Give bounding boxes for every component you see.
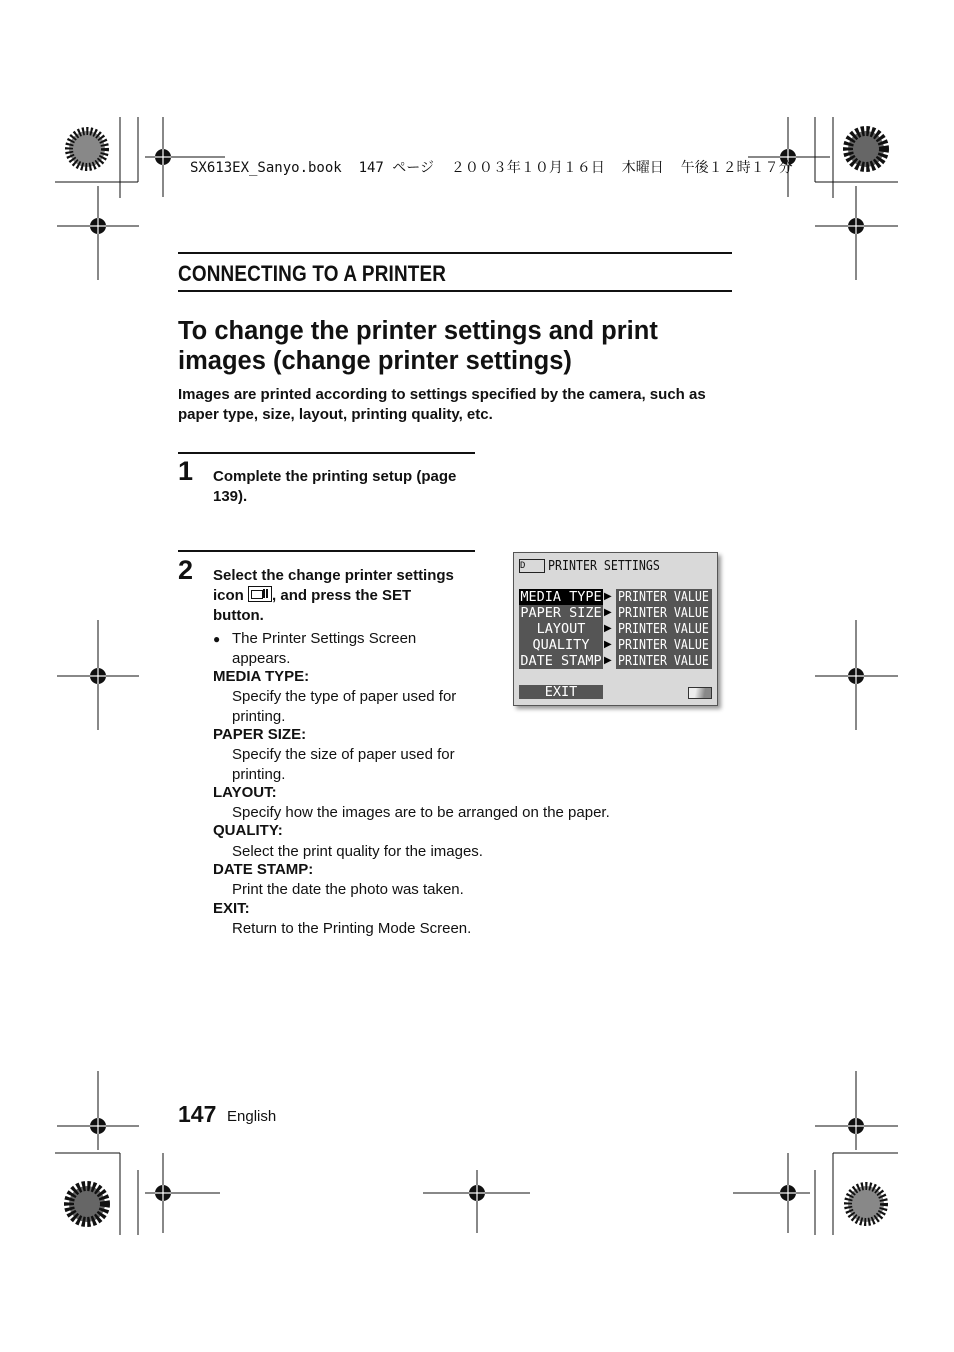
term-layout: LAYOUT:: [213, 784, 277, 801]
section-rule-bottom: [178, 290, 732, 292]
arrow-right-icon: ▶: [604, 591, 612, 602]
step-2-rule: [178, 550, 475, 552]
menu-item-quality: QUALITY: [532, 637, 590, 653]
desc-line: Specify the type of paper used for: [232, 688, 457, 705]
step-1-line: 139).: [213, 488, 248, 505]
step-1-text: [213, 467, 478, 507]
desc-line: printing.: [232, 765, 286, 783]
printer-settings-screen: [513, 552, 718, 706]
page-language: English: [227, 1108, 277, 1125]
bullet-line: appears.: [232, 649, 291, 667]
step-1-rule: [178, 452, 475, 454]
desc-paper-size: [232, 745, 482, 784]
screen-values: [616, 589, 712, 669]
desc-quality: Select the print quality for the images.: [232, 843, 483, 860]
step-1-number: 1: [178, 456, 194, 486]
arrow-right-icon: ▶: [604, 607, 612, 618]
section-title: CONNECTING TO A PRINTER: [178, 261, 447, 286]
printer-icon-label: D: [520, 561, 526, 571]
desc-line: printing.: [232, 707, 286, 725]
step-2-icon-word: icon: [213, 587, 244, 604]
value-quality: PRINTER VALUE: [618, 637, 709, 653]
term-date-stamp: DATE STAMP:: [213, 861, 314, 878]
page-title: [178, 316, 738, 376]
desc-exit: Return to the Printing Mode Screen.: [232, 920, 472, 937]
step-2-line: [213, 586, 478, 606]
printer-icon: [519, 559, 545, 573]
step-2-line: button.: [213, 607, 264, 624]
value-layout: PRINTER VALUE: [618, 621, 709, 637]
arrow-right-icon: ▶: [604, 639, 612, 650]
screen-title: PRINTER SETTINGS: [548, 558, 660, 574]
desc-media-type: [232, 687, 482, 726]
intro-line: Images are printed according to settings specified by the camera, such as: [178, 386, 706, 403]
menu-item-date-stamp: DATE STAMP: [520, 653, 602, 669]
desc-line: Specify the size of paper used for: [232, 746, 455, 763]
page-number: 147: [178, 1101, 217, 1127]
value-media-type: PRINTER VALUE: [618, 589, 709, 605]
exit-button: EXIT: [519, 685, 603, 699]
page-title-line: images (change printer settings): [178, 347, 572, 375]
term-exit: EXIT:: [213, 900, 250, 917]
step-2-number: 2: [178, 555, 194, 585]
term-paper-size: PAPER SIZE:: [213, 726, 307, 743]
bullet-icon: ●: [213, 632, 221, 646]
value-date-stamp: PRINTER VALUE: [618, 653, 709, 669]
term-media-type: MEDIA TYPE:: [213, 668, 310, 685]
step-1-line: Complete the printing setup (page: [213, 468, 457, 485]
menu-item-media-type: MEDIA TYPE: [520, 589, 602, 605]
menu-item-paper-size: PAPER SIZE: [520, 605, 602, 621]
section-rule-top: [178, 252, 732, 254]
step-2-line-rest: , and press the SET: [272, 587, 412, 604]
page-title-line: To change the printer settings and print: [178, 317, 658, 345]
screen-menu: [519, 589, 603, 669]
value-paper-size: PRINTER VALUE: [618, 605, 709, 621]
bullet-line: The Printer Settings Screen: [232, 630, 417, 647]
desc-date-stamp: Print the date the photo was taken.: [232, 881, 464, 898]
arrow-right-icon: ▶: [604, 655, 612, 666]
battery-icon: [688, 687, 712, 699]
step-2-text: [213, 566, 478, 626]
arrow-right-icon: ▶: [604, 623, 612, 634]
step-2-line: Select the change printer settings: [213, 567, 454, 584]
print-header: SX613EX_Sanyo.book 147 ページ ２００３年１０月１６日 木曜日 午後１２時１７分: [190, 160, 793, 176]
intro-line: paper type, size, layout, printing quality, etc.: [178, 405, 493, 423]
bullet-text: [232, 629, 482, 668]
term-quality: QUALITY:: [213, 822, 283, 839]
desc-layout: Specify how the images are to be arranged on the paper.: [232, 804, 610, 821]
menu-item-layout: LAYOUT: [536, 621, 586, 637]
printer-settings-icon: [248, 586, 272, 602]
intro-text: [178, 385, 738, 424]
